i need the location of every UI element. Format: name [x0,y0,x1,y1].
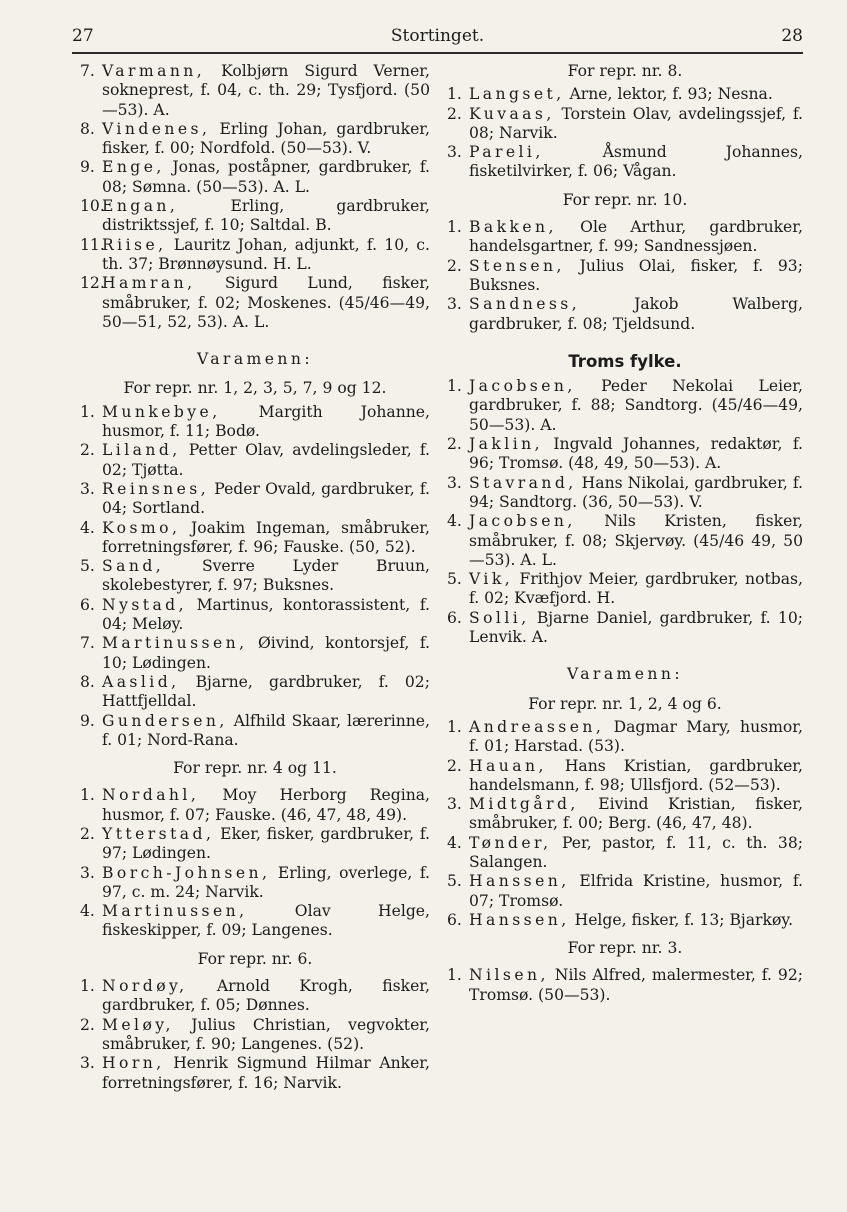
entry-number: 1. [447,218,462,237]
person-surname: Pareli, [469,143,544,162]
person-details: Jonas, poståpner, gardbruker, f. 08; Sømna. (50—53). A. L. [102,158,430,196]
entry-number: 11. [80,235,105,254]
entry-number: 7. [80,62,95,80]
entry-number: 9. [80,158,95,177]
person-surname: Nilsen, [469,966,549,985]
entry-number: 1. [447,966,462,985]
entry-number: 8. [80,672,95,691]
entry-text [469,966,803,1005]
entry-number: 4. [80,518,95,537]
list-item [80,519,430,558]
person-surname: Jacobsen, [469,512,576,531]
person-details: Eker, fisker, gardbruker, f. 97; Lødingen. [102,824,430,863]
person-surname: Hamran, [102,274,196,293]
person-surname: Nystad, [102,595,187,614]
deputy-list [447,218,803,334]
person-surname: Midtgård, [469,795,579,814]
page-header [72,26,803,50]
section-heading: For repr. nr. 1, 2, 4 og 6. [528,694,722,713]
list-item [447,218,803,257]
entry-text [469,834,803,873]
person-surname: Riise, [102,235,167,254]
candidate-list [80,62,430,332]
person-surname: Liland, [102,441,181,460]
person-details: Helge, fisker, f. 13; Bjarkøy. [569,910,794,929]
person-surname: Jaklin, [469,435,543,454]
person-surname: Stensen, [469,256,565,275]
entry-number: 3. [447,143,462,162]
entry-text [469,911,803,930]
person-surname: Meløy, [102,1015,174,1034]
list-item [80,634,430,673]
entry-number: 1. [447,717,462,736]
person-details: Petter Olav, avdelingsleder, f. 02; Tjøtta. [102,441,430,479]
person-details: Nils Alfred, malermester, f. 92; Tromsø. (50—53). [469,966,803,1004]
entry-text [469,377,803,435]
list-item [80,864,430,903]
entry-text [102,441,430,480]
entry-text [469,85,803,104]
section-heading: For repr. nr. 8. [567,62,683,80]
person-details: Bjarne, gardbruker, f. 02; Hattfjelldal. [102,672,430,711]
person-surname: Kuvaas, [469,104,555,123]
person-surname: Ytterstad, [102,824,215,843]
person-details: Dagmar Mary, husmor, f. 01; Harstad. (53). [469,717,803,756]
list-item [447,570,803,609]
entry-number: 3. [80,479,95,498]
entry-text [469,757,803,796]
person-surname: Kosmo, [102,518,181,537]
person-surname: Gundersen, [102,711,228,730]
list-item [447,143,803,182]
person-surname: Nordahl, [102,786,200,805]
entry-number: 2. [80,824,95,843]
entry-text [102,1054,430,1093]
entry-text [102,786,430,825]
person-details: Martinus, kontorassistent, f. 04; Meløy. [102,595,430,634]
person-details: Joakim Ingeman, småbruker, forretningsfører, f. 96; Fauske. (50, 52). [102,518,430,556]
person-surname: Munkebye, [102,402,221,421]
list-item [80,977,430,1016]
entry-number: 9. [80,711,95,730]
person-details: Alfhild Skaar, lærerinne, f. 01; Nord-Rana. [102,711,430,749]
entry-text [469,143,803,182]
entry-text [102,197,430,236]
entry-number: 2. [80,441,95,460]
list-item [447,474,803,513]
entry-text [469,570,803,609]
right-column [447,62,803,1005]
list-item [447,435,803,474]
list-item [80,596,430,635]
person-surname: Hanssen, [469,872,570,891]
deputy-list [447,85,803,181]
person-details: Ole Arthur, gardbruker, handelsgartner, f. 99; Sandnessjøen. [469,218,803,256]
person-surname: Andreassen, [469,717,605,736]
entry-text [102,864,430,903]
entry-number: 4. [447,833,462,852]
person-details: Sverre Lyder Bruun, skolebestyrer, f. 97; Buksnes. [102,557,430,595]
entry-number: 12. [80,274,105,293]
list-item [447,377,803,435]
list-item [447,609,803,648]
list-item [447,105,803,144]
entry-number: 5. [447,872,462,891]
entry-text [102,236,430,275]
entry-number: 6. [447,910,462,929]
person-surname: Hanssen, [469,910,570,929]
list-item [447,757,803,796]
person-details: Arnold Krogh, fisker, gardbruker, f. 05; Dønnes. [102,977,430,1015]
right-page-number: 28 [781,26,803,46]
entry-text [102,120,430,159]
entry-text [102,403,430,442]
person-details: Hans Kristian, gardbruker, handelsmann, f. 98; Ullsfjord. (52—53). [469,756,803,794]
list-item [447,85,803,104]
person-surname: Hauan, [469,756,547,775]
person-surname: Sandness, [469,295,581,314]
list-item [447,966,803,1005]
entry-text [102,274,430,332]
deputy-list [80,786,430,940]
entry-number: 7. [80,634,95,653]
county-heading: Troms fylke. [568,351,682,371]
entry-number: 3. [80,863,95,882]
list-item [80,1016,430,1055]
person-surname: Bakken, [469,218,557,237]
entry-text [102,596,430,635]
list-item [447,872,803,911]
person-surname: Horn, [102,1054,165,1073]
list-item [80,274,430,332]
entry-text [102,977,430,1016]
person-details: Ingvald Johannes, redaktør, f. 96; Tromsø. (48, 49, 50—53). A. [469,435,803,473]
person-details: Jakob Walberg, gardbruker, f. 08; Tjeldsund. [469,295,803,333]
section-heading: For repr. nr. 10. [562,190,688,209]
list-item [80,120,430,159]
varamenn-heading: Varamenn: [566,665,684,684]
left-column [80,62,430,1093]
running-title: Stortinget. [390,26,485,46]
person-details: Eivind Kristian, fisker, småbruker, f. 00; Berg. (46, 47, 48). [469,795,803,833]
deputy-list [447,966,803,1005]
person-surname: Nordøy, [102,977,188,996]
entry-text [102,634,430,673]
entry-number: 8. [80,119,95,138]
entry-number: 5. [447,570,462,589]
header-rule [72,52,803,54]
person-details: Nils Kristen, fisker, småbruker, f. 08; Skjervøy. (45/46 49, 50—53). A. L. [469,512,803,569]
list-item [447,295,803,334]
person-surname: Jacobsen, [469,377,576,396]
list-item [447,911,803,930]
person-surname: Martinussen, [102,902,248,921]
list-item [80,403,430,442]
list-item [447,718,803,757]
list-item [80,236,430,275]
entry-number: 10. [80,197,105,216]
section-heading: For repr. nr. 4 og 11. [173,759,337,778]
person-details: Lauritz Johan, adjunkt, f. 10, c. th. 37; Brønnøysund. H. L. [102,235,430,273]
list-item [447,795,803,834]
deputy-list [80,977,430,1093]
person-details: Olav Helge, fiskeskipper, f. 09; Langenes. [102,902,430,940]
entry-text [469,872,803,911]
entry-text [102,825,430,864]
entry-number: 1. [447,377,462,396]
entry-number: 2. [447,104,462,123]
list-item [447,512,803,570]
person-surname: Tønder, [469,833,552,852]
person-details: Frithjov Meier, gardbruker, notbas, f. 02; Kvæfjord. H. [469,570,803,608]
list-item [80,902,430,941]
left-page-number: 27 [72,26,94,46]
entry-number: 5. [80,557,95,576]
entry-text [102,1016,430,1055]
person-surname: Varmann, [102,62,206,80]
person-surname: Vindenes, [102,119,211,138]
deputy-list [447,718,803,930]
list-item [447,834,803,873]
list-item [447,257,803,296]
person-details: Erling, overlege, f. 97, c. m. 24; Narvik. [102,863,430,901]
list-item [80,480,430,519]
entry-number: 1. [447,85,462,104]
person-details: Peder Ovald, gardbruker, f. 04; Sortland. [102,479,430,518]
person-details: Øivind, kontorsjef, f. 10; Lødingen. [102,634,430,672]
entry-text [469,795,803,834]
entry-number: 3. [447,295,462,314]
list-item [80,197,430,236]
list-item [80,158,430,197]
varamenn-heading: Varamenn: [196,350,314,369]
entry-text [102,557,430,596]
entry-text [469,609,803,648]
person-surname: Enge, [102,158,165,177]
person-details: Moy Herborg Regina, husmor, f. 07; Fauske. (46, 47, 48, 49). [102,786,430,824]
entry-text [469,512,803,570]
person-surname: Langset, [469,85,565,104]
entry-number: 2. [447,756,462,775]
entry-text [469,474,803,513]
section-heading: For repr. nr. 3. [567,939,683,958]
person-details: Per, pastor, f. 11, c. th. 38; Salangen. [469,833,803,871]
entry-number: 1. [80,786,95,805]
person-details: Arne, lektor, f. 93; Nesna. [564,85,773,104]
entry-text [469,218,803,257]
entry-text [469,435,803,474]
entry-number: 3. [447,473,462,492]
person-surname: Engan, [102,197,179,216]
entry-number: 1. [80,402,95,421]
deputy-list [80,403,430,750]
person-surname: Vik, [469,570,514,589]
entry-number: 2. [447,256,462,275]
person-details: Kolbjørn Sigurd Verner, sokneprest, f. 04, c. th. 29; Tysfjord. (50—53). A. [102,62,430,119]
person-surname: Sand, [102,557,165,576]
entry-text [469,257,803,296]
person-surname: Aaslid, [102,672,180,691]
person-details: Julius Olai, fisker, f. 93; Buksnes. [469,256,803,294]
person-details: Erling Johan, gardbruker, fisker, f. 00; Nordfold. (50—53). V. [102,119,430,158]
person-details: Julius Christian, vegvokter, småbruker, f. 90; Langenes. (52). [102,1015,430,1053]
person-surname: Borch-Johnsen, [102,863,271,882]
person-details: Elfrida Kristine, husmor, f. 07; Tromsø. [469,872,803,910]
section-heading: For repr. nr. 1, 2, 3, 5, 7, 9 og 12. [123,379,387,398]
entry-text [102,902,430,941]
entry-number: 4. [447,512,462,531]
list-item [80,673,430,712]
person-details: Åsmund Johannes, fisketilvirker, f. 06; Vågan. [469,143,803,181]
entry-number: 3. [447,795,462,814]
entry-number: 6. [447,608,462,627]
list-item [80,1054,430,1093]
entry-text [102,62,430,120]
entry-text [469,105,803,144]
entry-text [102,158,430,197]
person-details: Erling, gardbruker, distriktssjef, f. 10; Saltdal. B. [102,197,430,235]
entry-number: 3. [80,1054,95,1073]
entry-number: 1. [80,977,95,996]
entry-text [102,712,430,751]
list-item [80,825,430,864]
entry-text [102,480,430,519]
person-surname: Solli, [469,608,530,627]
person-details: Peder Nekolai Leier, gardbruker, f. 88; Sandtorg. (45/46—49, 50—53). A. [469,377,803,434]
person-details: Henrik Sigmund Hilmar Anker, forretningsfører, f. 16; Narvik. [102,1054,430,1092]
candidate-list [447,377,803,647]
entry-number: 2. [80,1015,95,1034]
person-surname: Stavrand, [469,473,577,492]
person-surname: Martinussen, [102,634,248,653]
person-details: Sigurd Lund, fisker, småbruker, f. 02; Moskenes. (45/46—49, 50—51, 52, 53). A. L. [102,274,430,331]
list-item [80,712,430,751]
entry-text [469,718,803,757]
entry-text [102,519,430,558]
list-item [80,441,430,480]
person-surname: Reinsnes, [102,479,210,498]
entry-text [102,673,430,712]
entry-number: 2. [447,435,462,454]
person-details: Bjarne Daniel, gardbruker, f. 10; Lenvik. A. [469,608,803,647]
entry-text [469,295,803,334]
person-details: Margith Johanne, husmor, f. 11; Bodø. [102,402,430,441]
person-details: Hans Nikolai, gardbruker, f. 94; Sandtorg. (36, 50—53). V. [469,473,803,511]
entry-number: 4. [80,902,95,921]
entry-number: 6. [80,595,95,614]
person-details: Torstein Olav, avdelingssjef, f. 08; Narvik. [469,104,803,142]
list-item [80,62,430,120]
list-item [80,786,430,825]
section-heading: For repr. nr. 6. [197,949,313,968]
list-item [80,557,430,596]
